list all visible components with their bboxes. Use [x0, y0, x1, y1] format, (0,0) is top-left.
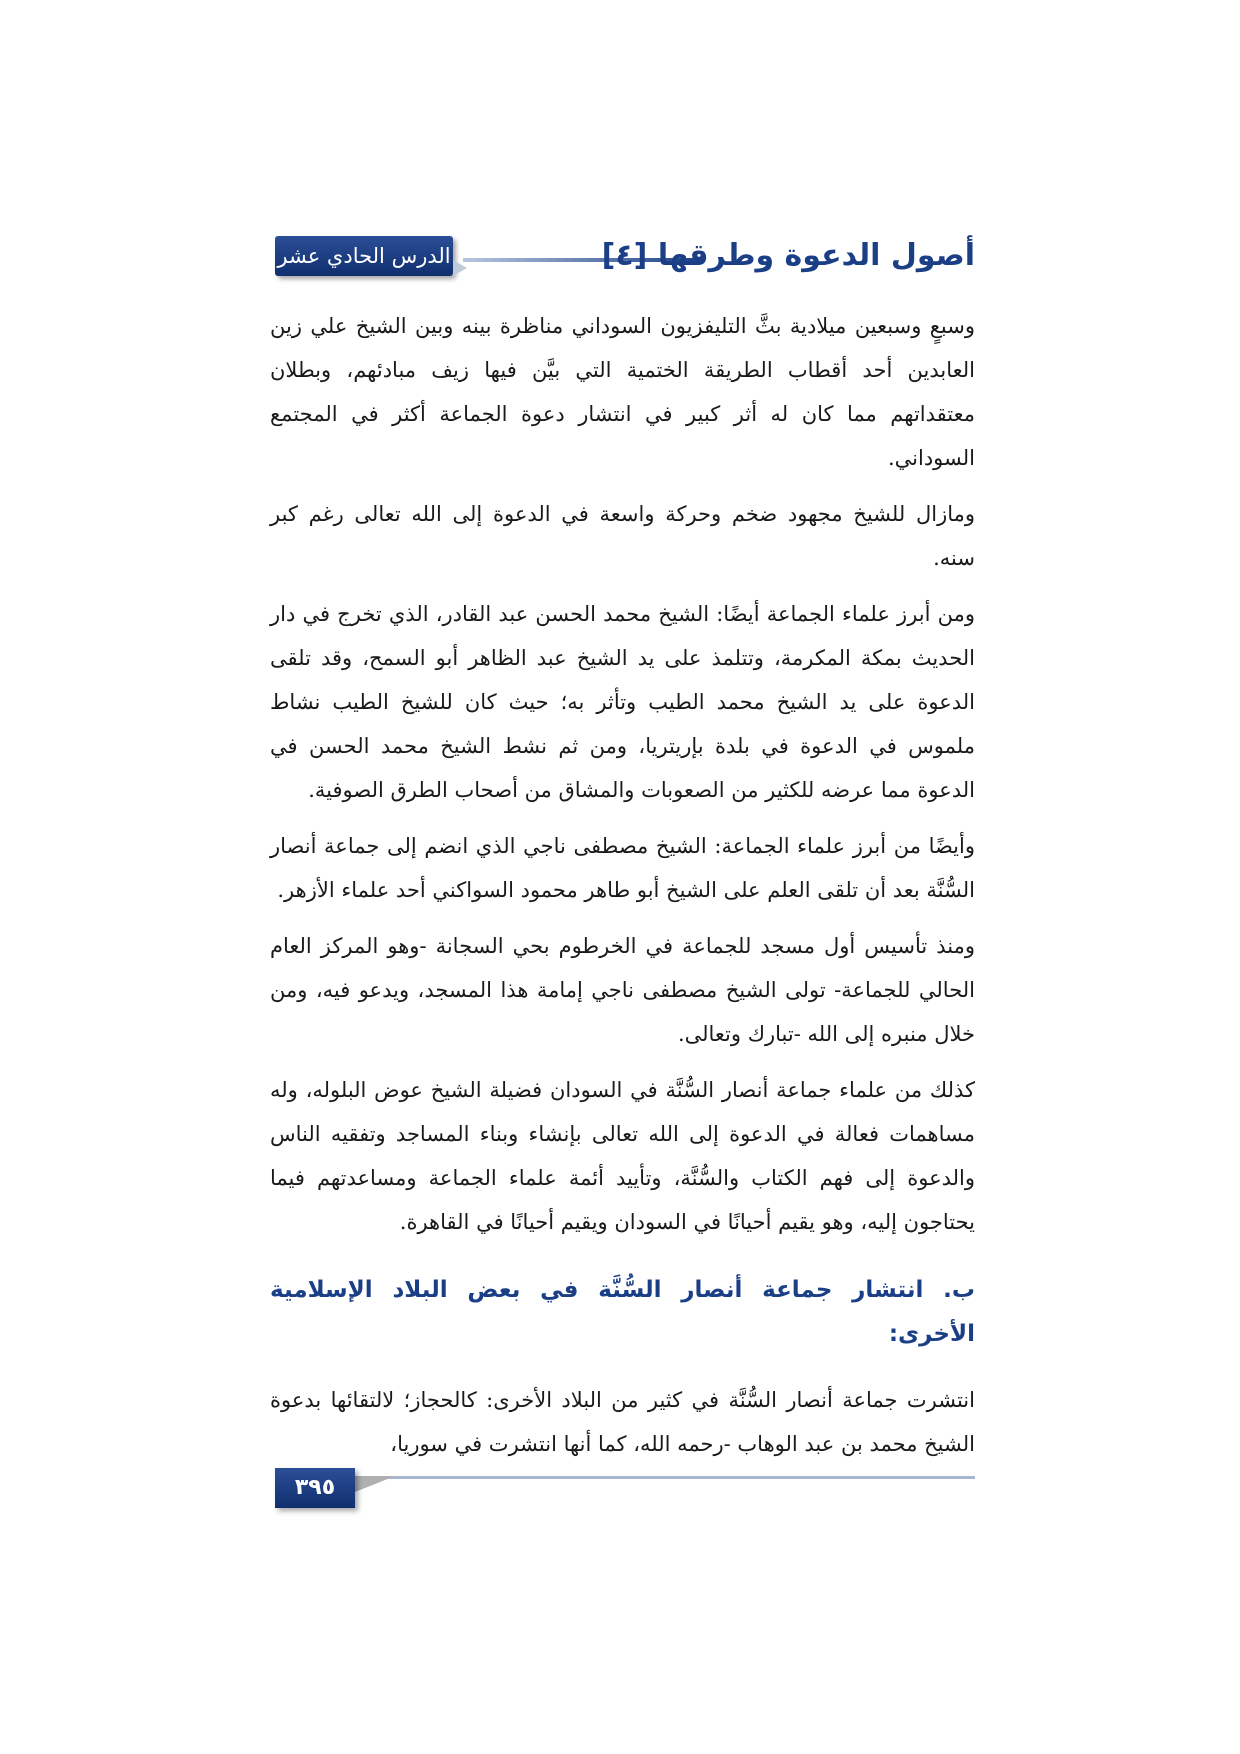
page-header [275, 236, 975, 276]
paragraph-1: وسبعٍ وسبعين ميلادية بثَّ التليفزيون السوداني مناظرة بينه وبين الشيخ علي زين العابدين أحد أقطاب الطريقة الختمية التي بيَّن فيها زيف مبادئهم، وبطلان معتقداتهم مما كان له أثر كبير في انتشار دعوة الجماعة أكثر في المجتمع السوداني. [270, 314, 975, 470]
footer-tail [355, 1476, 395, 1492]
paragraph-2: ومازال للشيخ مجهود ضخم وحركة واسعة في الدعوة إلى الله تعالى رغم كبر سنه. [270, 502, 975, 570]
paragraph-final: انتشرت جماعة أنصار السُّنَّة في كثير من البلاد الأخرى: كالحجاز؛ لالتقائها بدعوة الشيخ محمد بن عبد الوهاب -رحمه الله، كما أنها انتشرت في سوريا، [270, 1388, 975, 1456]
page-content [270, 304, 975, 1478]
footer-divider [355, 1476, 975, 1479]
lesson-badge: الدرس الحادي عشر [275, 236, 453, 276]
paragraph-3: ومن أبرز علماء الجماعة أيضًا: الشيخ محمد الحسن عبد القادر، الذي تخرج في دار الحديث بمكة المكرمة، وتتلمذ على يد الشيخ عبد الظاهر أبو السمح، وقد تلقى الدعوة على يد الشيخ محمد الطيب وتأثر به؛ حيث كان للشيخ الطيب نشاط ملموس في الدعوة في بلدة بإريتريا، ومن ثم نشط الشيخ محمد الحسن في الدعوة مما عرضه للكثير من الصعوبات والمشاق من أصحاب الطرق الصوفية. [270, 602, 975, 802]
page-number: ٣٩٥ [275, 1468, 355, 1508]
paragraph-4: وأيضًا من أبرز علماء الجماعة: الشيخ مصطفى ناجي الذي انضم إلى جماعة أنصار السُّنَّة بعد أن تلقى العلم على الشيخ أبو طاهر محمود السواكني أحد علماء الأزهر. [270, 834, 975, 902]
page-footer [275, 1468, 975, 1508]
book-title: أصول الدعوة وطرقها [٤] [601, 238, 975, 273]
paragraph-5: ومنذ تأسيس أول مسجد للجماعة في الخرطوم بحي السجانة -وهو المركز العام الحالي للجماعة- تولى الشيخ مصطفى ناجي إمامة هذا المسجد، ويدعو فيه، ومن خلال منبره إلى الله -تبارك وتعالى. [270, 934, 975, 1046]
section-heading: ب. انتشار جماعة أنصار السُّنَّة في بعض البلاد الإسلامية الأخرى: [270, 1277, 975, 1347]
lesson-badge-tail [453, 260, 467, 276]
paragraph-6: كذلك من علماء جماعة أنصار السُّنَّة في السودان فضيلة الشيخ عوض البلوله، وله مساهمات فعالة في الدعوة إلى الله تعالى بإنشاء وبناء المساجد وتفقيه الناس والدعوة إلى فهم الكتاب والسُّنَّة، وتأييد أئمة علماء الجماعة ومساعدتهم فيما يحتاجون إليه، وهو يقيم أحيانًا في السودان ويقيم أحيانًا في القاهرة. [270, 1078, 975, 1234]
